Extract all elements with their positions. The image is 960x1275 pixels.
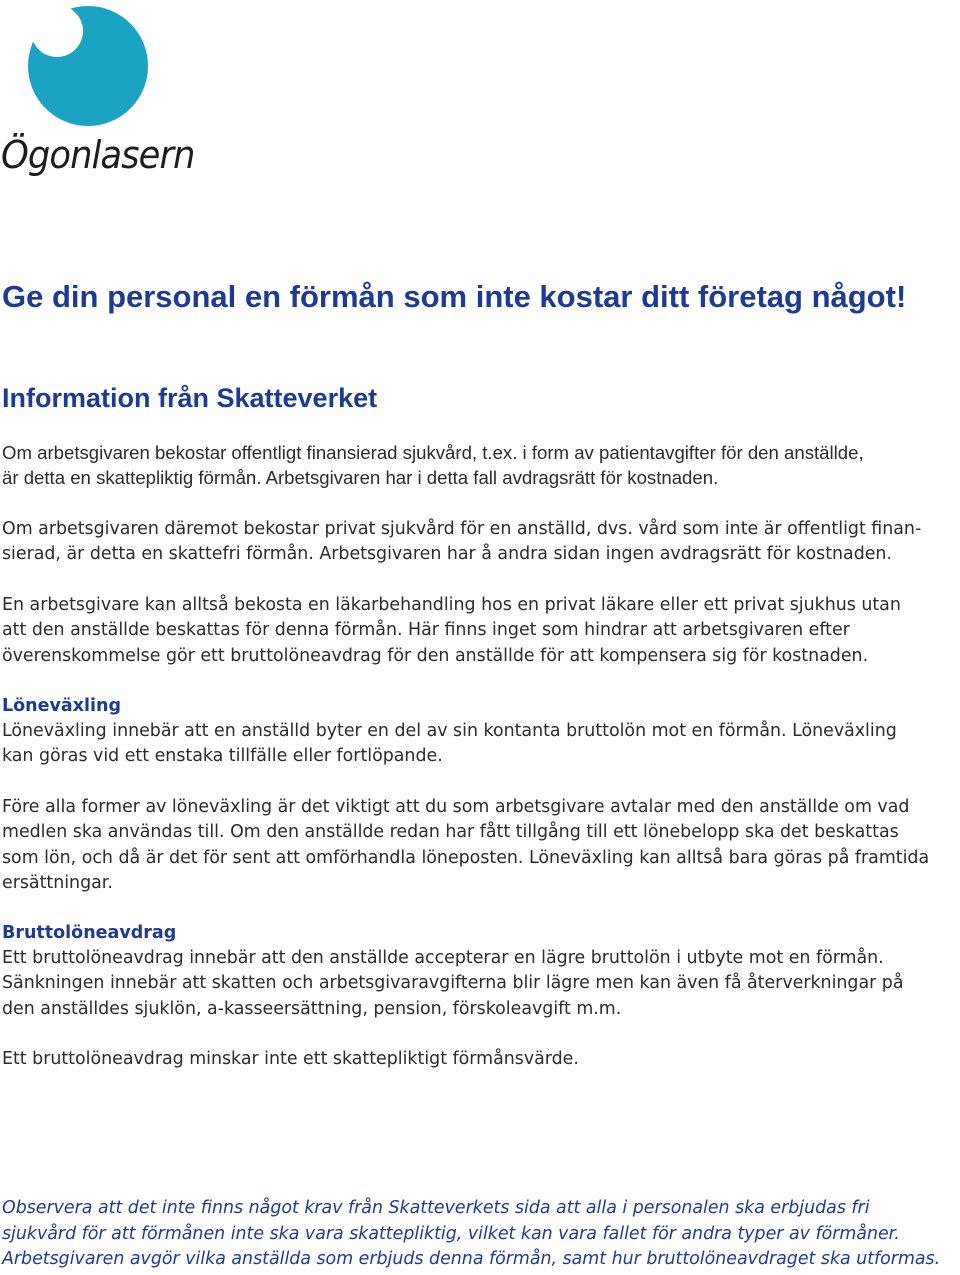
text-line: ersättningar. xyxy=(2,873,113,894)
text-line: Före alla former av löneväxling är det viktigt att du som arbetsgivare avtalar med den anställde om vad xyxy=(2,797,910,817)
text-line: Löneväxling innebär att en anställd byter en del av sin kontanta bruttolön mot en förmån. Löneväxling xyxy=(2,721,897,741)
text-line: överenskommelse gör ett bruttolöneavdrag för den anställde för att kompensera sig för kostnaden. xyxy=(2,645,869,666)
text-line: Ett bruttolöneavdrag innebär att den anställde accepterar en lägre bruttolön i utbyte mot en förmån. xyxy=(2,948,884,968)
text-line: medlen ska användas till. Om den anställde redan har fått tillgång till ett lönebelopp ska det beskattas xyxy=(2,822,899,843)
text-line: En arbetsgivare kan alltså bekosta en läkarbehandling hos en privat läkare eller ett privat sjukhus utan xyxy=(2,595,901,615)
paragraph-loneväxling-definition xyxy=(2,719,960,770)
text-line: Om arbetsgivaren bekostar offentligt finansierad sjukvård, t.ex. i form av patientavgifter för den anställde, xyxy=(2,442,864,463)
text-line: kan göras vid ett enstaka tillfälle eller fortlöpande. xyxy=(2,746,443,767)
text-line: att den anställde beskattas för denna förmån. Här finns inget som hindrar att arbetsgivaren efter xyxy=(2,620,850,641)
logo xyxy=(0,0,200,190)
logo-eye-icon xyxy=(0,0,160,135)
note-line: sjukvård för att förmånen inte ska vara skattepliktig, vilket kan vara fallet för andra typer av förmåner. xyxy=(2,1223,900,1244)
text-line: sierad, är detta en skattefri förmån. Arbetsgivaren har å andra sidan ingen avdragsrätt för kostnaden. xyxy=(2,544,892,565)
section-title-bruttoloneavdrag: Bruttolöneavdrag xyxy=(2,923,177,943)
section-title-loneväxling: Löneväxling xyxy=(2,696,121,716)
note-line: Arbetsgivaren avgör vilka anställda som erbjuds denna förmån, samt hur bruttolöneavdraget ska utformas. xyxy=(2,1249,941,1269)
text-line: Ett bruttolöneavdrag minskar inte ett skattepliktigt förmånsvärde. xyxy=(2,1049,579,1069)
text-line: som lön, och då är det för sent att omförhandla löneposten. Löneväxling kan alltså bara göras på framtida xyxy=(2,847,930,868)
logo-brand-name: Ögonlasern xyxy=(1,133,195,177)
paragraph-lakarbehandling xyxy=(2,593,960,669)
section-heading-skatteverket: Information från Skatteverket xyxy=(2,383,378,413)
paragraph-bruttoloneavdrag-definition xyxy=(2,946,960,1022)
note-line: Observera att det inte finns något krav från Skatteverkets sida att alla i personalen ska erbjudas fri xyxy=(2,1198,870,1218)
paragraph-loneväxling-avtal xyxy=(2,795,960,897)
paragraph-formansvarde xyxy=(2,1047,960,1072)
text-line: Sänkningen innebär att skatten och arbetsgivaravgifterna blir lägre men kan även få återverkningar på xyxy=(2,973,904,994)
text-line: Om arbetsgivaren däremot bekostar privat sjukvård för en anställd, dvs. vård som inte är offentligt finan- xyxy=(2,519,922,539)
text-line: är detta en skattepliktig förmån. Arbetsgivaren har i detta fall avdragsrätt för kostnaden. xyxy=(2,467,719,489)
note-observera xyxy=(2,1196,940,1273)
paragraph-offentlig-sjukvard xyxy=(2,440,960,491)
text-line: den anställdes sjuklön, a-kasseersättning, pension, förskoleavgift m.m. xyxy=(2,998,622,1019)
paragraph-privat-sjukvard xyxy=(2,517,960,568)
page-headline: Ge din personal en förmån som inte kostar ditt företag något! xyxy=(2,279,907,314)
